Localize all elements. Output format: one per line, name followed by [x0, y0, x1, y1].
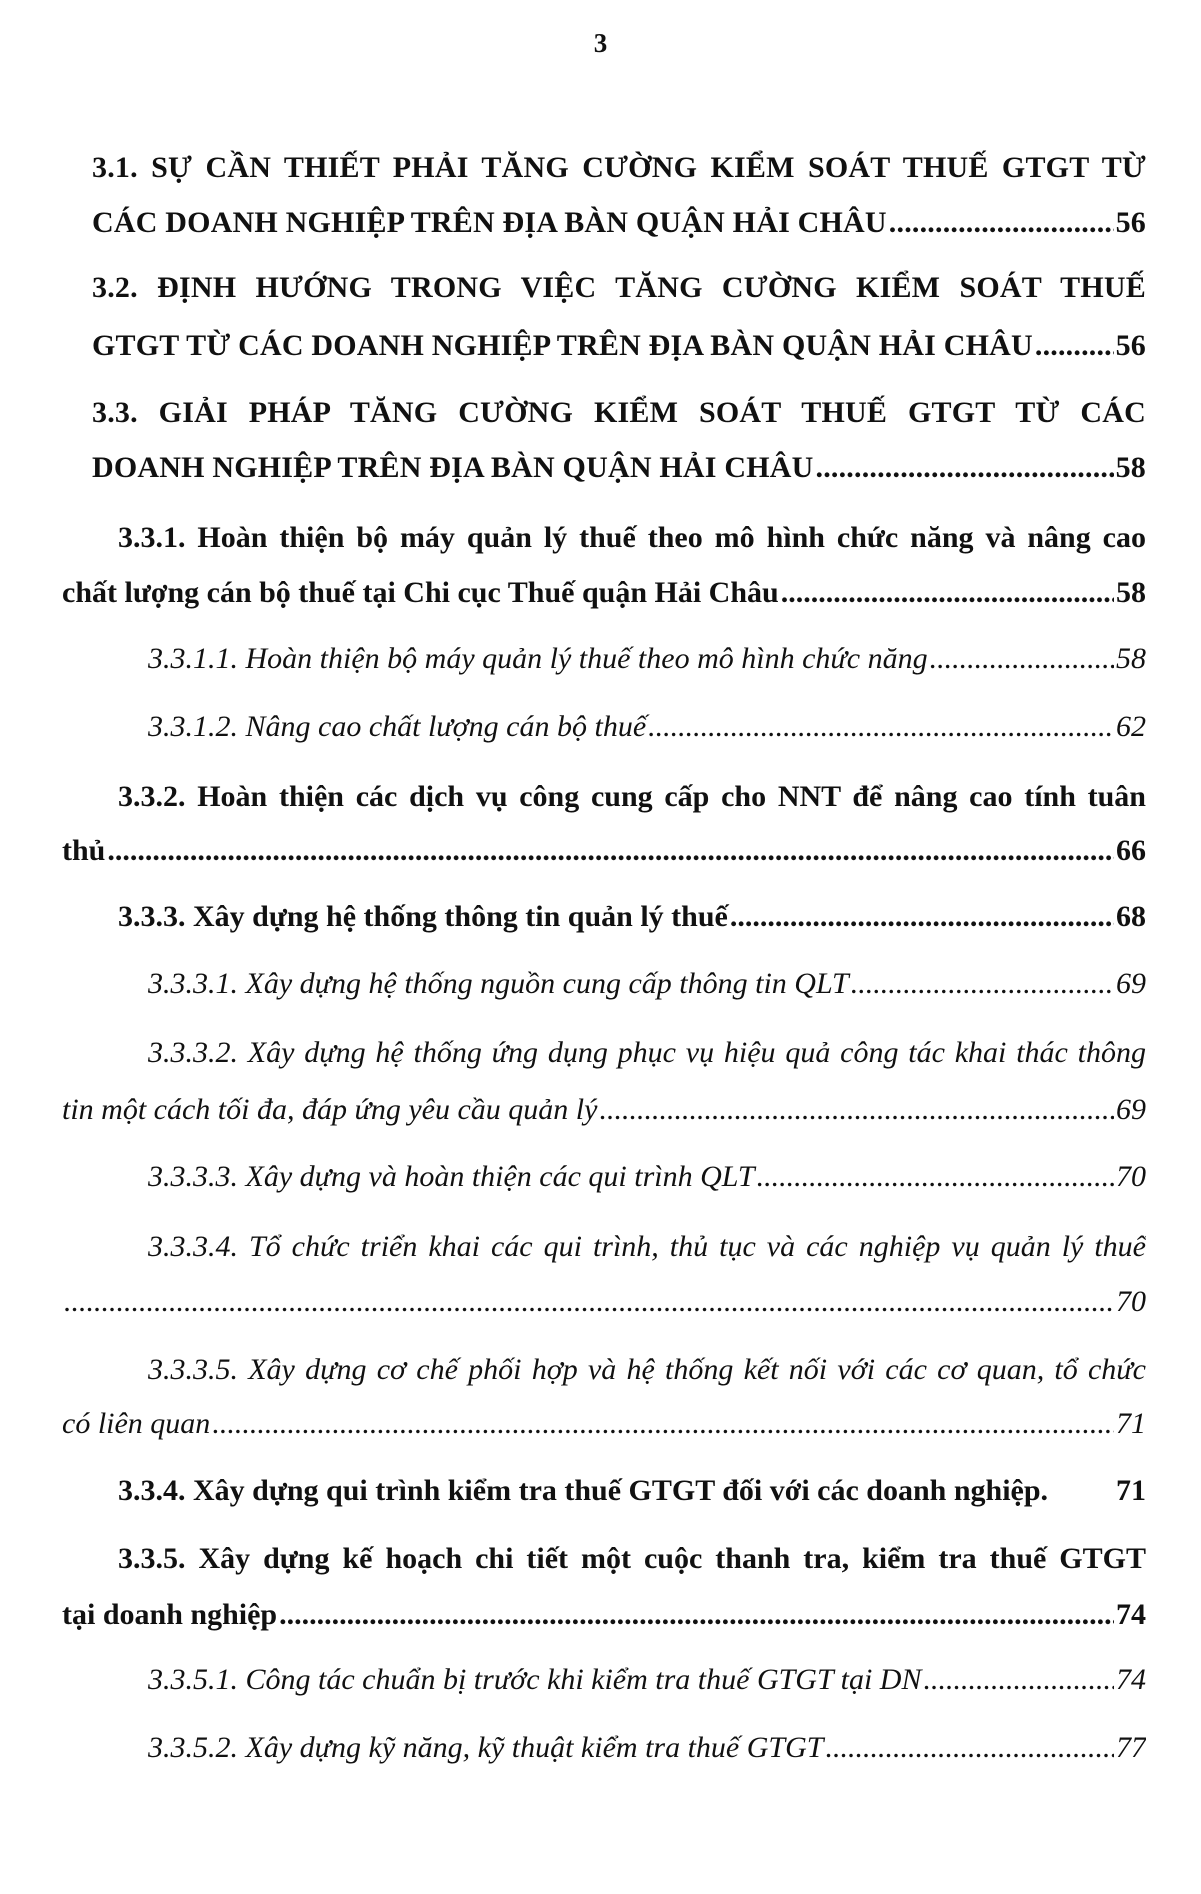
toc-page-number: 69 [1116, 1093, 1146, 1126]
toc-entry-3-3-1-2[interactable] [148, 707, 1146, 747]
toc-entry-3-3-1-1[interactable] [148, 639, 1146, 679]
toc-entry-text: 3.3.5.2. Xây dựng kỹ năng, kỹ thuật kiểm tra thuế GTGT [148, 1731, 824, 1764]
toc-page-number: 56 [1115, 206, 1146, 239]
toc-page-number: 69 [1116, 967, 1146, 1000]
toc-entry-text: DOANH NGHIỆP TRÊN ĐỊA BÀN QUẬN HẢI CHÂU [92, 451, 814, 484]
toc-page-number: 70 [1116, 1160, 1146, 1193]
toc-entry-3-3-5-1[interactable] [148, 1660, 1146, 1700]
toc-entry-3-3-3-4-line2[interactable] [62, 1282, 1146, 1322]
toc-entry-text: có liên quan [62, 1407, 211, 1440]
toc-entry-3-3-3-2-line1[interactable]: 3.3.3.2. Xây dựng hệ thống ứng dụng phục vụ hiệu quả công tác khai thác thông [148, 1036, 1146, 1069]
toc-entry-text: tin một cách tối đa, đáp ứng yêu cầu quản lý [62, 1093, 598, 1126]
toc-entry-3-3-4[interactable] [118, 1471, 1146, 1511]
toc-entry-3-3-2-line2[interactable] [62, 831, 1146, 871]
toc-entry-3-3-1-line2[interactable] [62, 573, 1146, 613]
toc-page-number: 58 [1116, 642, 1146, 675]
toc-entry-3-2-line2[interactable] [92, 326, 1146, 366]
toc-page-number: 70 [1116, 1285, 1146, 1318]
toc-entry-3-3-3-2-line2[interactable] [62, 1090, 1146, 1130]
toc-entry-3-1-line2[interactable] [92, 203, 1146, 243]
toc-entry-3-3-5-line1[interactable]: 3.3.5. Xây dựng kế hoạch chi tiết một cuộc thanh tra, kiểm tra thuế GTGT [118, 1542, 1146, 1575]
toc-page-number: 62 [1116, 710, 1146, 743]
toc-entry-text: tại doanh nghiệp [62, 1598, 278, 1631]
toc-entry-3-3-5-2[interactable] [148, 1728, 1146, 1768]
dot-leader [825, 1728, 1114, 1768]
toc-entry-3-3-3-1[interactable] [148, 964, 1146, 1004]
page-number: 3 [593, 28, 608, 58]
toc-page-number: 77 [1116, 1731, 1146, 1764]
dot-leader [816, 448, 1114, 488]
dot-leader [889, 203, 1114, 243]
toc-page-number: 74 [1116, 1598, 1146, 1631]
dot-leader [1035, 326, 1114, 366]
dot-leader [648, 707, 1114, 747]
toc-entry-3-3-3-3[interactable] [148, 1157, 1146, 1197]
dot-leader [730, 897, 1114, 937]
toc-entry-3-3-3-5-line2[interactable] [62, 1404, 1146, 1444]
toc-entry-text: 3.3.4. Xây dựng qui trình kiểm tra thuế GTGT đối với các doanh nghiệp. [118, 1474, 1049, 1507]
dot-leader [923, 1660, 1114, 1700]
dot-leader [757, 1157, 1114, 1197]
toc-page-number: 58 [1115, 451, 1146, 484]
dot-leader [107, 831, 1114, 871]
toc-page-number: 71 [1116, 1407, 1146, 1440]
dot-leader [930, 639, 1114, 679]
toc-page-number: 68 [1116, 900, 1146, 933]
toc-entry-3-3-5-line2[interactable] [62, 1595, 1146, 1635]
toc-entry-text: CÁC DOANH NGHIỆP TRÊN ĐỊA BÀN QUẬN HẢI CHÂU [92, 206, 887, 239]
toc-page-number: 71 [1116, 1474, 1146, 1507]
toc-entry-3-3-3-5-line1[interactable]: 3.3.3.5. Xây dựng cơ chế phối hợp và hệ thống kết nối với các cơ quan, tổ chức [148, 1353, 1146, 1386]
toc-entry-text: 3.3.1.1. Hoàn thiện bộ máy quản lý thuế theo mô hình chức năng [148, 642, 928, 675]
toc-entry-3-3-line2[interactable] [92, 448, 1146, 488]
toc-entry-3-3-3-4-line1[interactable]: 3.3.3.4. Tổ chức triển khai các qui trình, thủ tục và các nghiệp vụ quản lý thuế [148, 1230, 1146, 1263]
dot-leader [851, 964, 1114, 1004]
toc-entry-3-2-line1[interactable]: 3.2. ĐỊNH HƯỚNG TRONG VIỆC TĂNG CƯỜNG KIỂM SOÁT THUẾ [92, 271, 1146, 304]
toc-entry-3-1-line1[interactable]: 3.1. SỰ CẦN THIẾT PHẢI TĂNG CƯỜNG KIỂM SOÁT THUẾ GTGT TỪ [92, 151, 1146, 184]
toc-entry-text: GTGT TỪ CÁC DOANH NGHIỆP TRÊN ĐỊA BÀN QUẬN HẢI CHÂU [92, 329, 1033, 362]
toc-entry-text: 3.3.3.3. Xây dựng và hoàn thiện các qui trình QLT [148, 1160, 755, 1193]
toc-entry-3-3-1-line1[interactable]: 3.3.1. Hoàn thiện bộ máy quản lý thuế theo mô hình chức năng và nâng cao [118, 521, 1146, 554]
dot-leader [212, 1404, 1114, 1444]
toc-page-number: 56 [1115, 329, 1146, 362]
toc-page-number: 74 [1116, 1663, 1146, 1696]
dot-leader [781, 573, 1114, 613]
toc-entry-text: chất lượng cán bộ thuế tại Chi cục Thuế quận Hải Châu [62, 576, 779, 609]
toc-entry-3-3-line1[interactable]: 3.3. GIẢI PHÁP TĂNG CƯỜNG KIỂM SOÁT THUẾ GTGT TỪ CÁC [92, 396, 1146, 429]
dot-leader [599, 1090, 1114, 1130]
dot-leader [64, 1282, 1114, 1322]
toc-entry-text: 3.3.5.1. Công tác chuẩn bị trước khi kiểm tra thuế GTGT tại DN [148, 1663, 922, 1696]
toc-entry-3-3-3[interactable] [118, 897, 1146, 937]
toc-entry-text: 3.3.3. Xây dựng hệ thống thông tin quản lý thuế [118, 900, 728, 933]
toc-page-number: 66 [1116, 834, 1146, 867]
toc-entry-text: thủ [62, 834, 106, 867]
toc-entry-text: 3.3.1.2. Nâng cao chất lượng cán bộ thuế [148, 710, 647, 743]
dot-leader [279, 1595, 1114, 1635]
toc-entry-text: 3.3.3.1. Xây dựng hệ thống nguồn cung cấp thông tin QLT [148, 967, 849, 1000]
toc-entry-3-3-2-line1[interactable]: 3.3.2. Hoàn thiện các dịch vụ công cung cấp cho NNT để nâng cao tính tuân [118, 780, 1146, 813]
toc-page-number: 58 [1116, 576, 1146, 609]
